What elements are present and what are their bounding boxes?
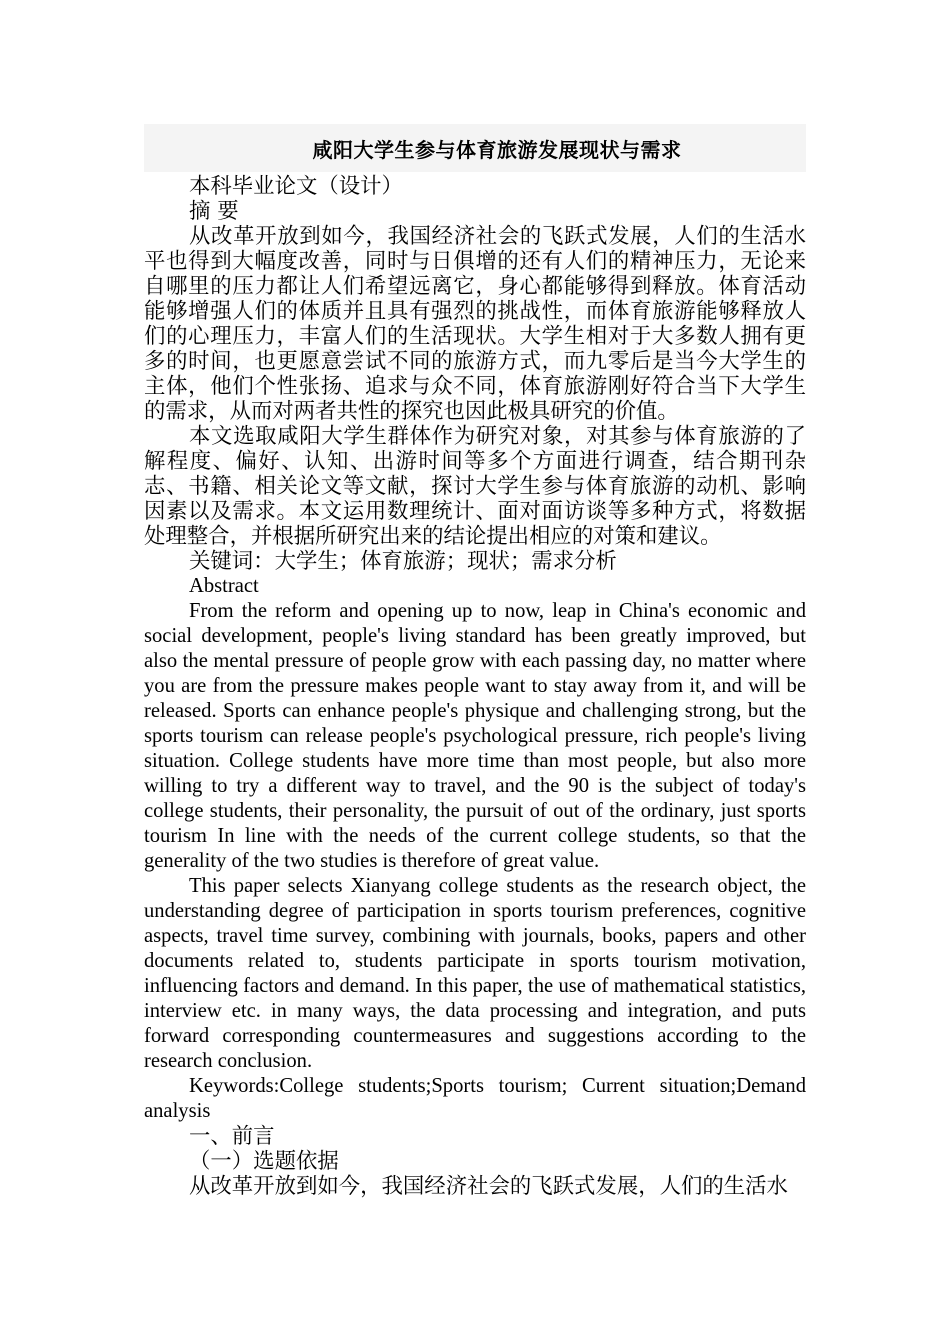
- abstract-en-paragraph-1: From the reform and opening up to now, leap in China's economic and social development, people's living standard has been greatly improved, but also the mental pressure of people grow with each passing day, no matter where you are from the pressure makes people want to stay away from it, and will be released. Sports can enhance people's physique and challenging strong, but the sports tourism can release people's psychological pressure, rich people's living situation. College students have more time than most people, but also more willing to try a different way to travel, and the 90 is the subject of today's college students, their personality, the pursuit of out of the ordinary, just sports tourism In line with the needs of the current college students, so that the generality of the two studies is therefore of great value.: [144, 600, 806, 872]
- abstract-en-heading: Abstract: [189, 575, 259, 597]
- subsection-heading-topic-basis: （一）选题依据: [189, 1149, 339, 1174]
- abstract-heading: 摘 要: [189, 199, 239, 224]
- title-bar: [144, 124, 806, 172]
- body-paragraph-start: 从改革开放到如今，我国经济社会的飞跃式发展，人们的生活水: [189, 1174, 788, 1199]
- abstract-cn-paragraph-1: 从改革开放到如今，我国经济社会的飞跃式发展，人们的生活水平也得到大幅度改善，同时与日俱增的还有人们的精神压力，无论来自哪里的压力都让人们希望远离它，身心都能够得到释放。体育活动能够增强人们的体质并且具有强烈的挑战性，而体育旅游能够释放人们的心理压力，丰富人们的生活现状。大学生相对于大多数人拥有更多的时间，也更愿意尝试不同的旅游方式，而九零后是当今大学生的主体，他们个性张扬、追求与众不同，体育旅游刚好符合当下大学生的需求，从而对两者共性的探究也因此极具研究的价值。: [144, 224, 806, 424]
- abstract-cn-paragraph-2: 本文选取咸阳大学生群体作为研究对象，对其参与体育旅游的了解程度、偏好、认知、出游时间等多个方面进行调查，结合期刊杂志、书籍、相关论文等文献，探讨大学生参与体育旅游的动机、影响因素以及需求。本文运用数理统计、面对面访谈等多种方式，将数据处理整合，并根据所研究出来的结论提出相应的对策和建议。: [144, 424, 806, 549]
- document-page: [144, 124, 806, 1199]
- document-subtitle: 本科毕业论文（设计）: [189, 174, 403, 199]
- keywords-cn: 关键词：大学生；体育旅游；现状；需求分析: [189, 549, 617, 574]
- section-heading-preface: 一、前言: [189, 1124, 275, 1149]
- document-title: 咸阳大学生参与体育旅游发展现状与需求: [312, 137, 682, 162]
- abstract-en-paragraph-2: This paper selects Xianyang college students as the research object, the understanding degree of participation in sports tourism preferences, cognitive aspects, travel time survey, combining with journals, books, papers and other documents related to, students participate in sports tourism motivation, influencing factors and demand. In this paper, the use of mathematical statistics, interview etc. in many ways, the data processing and integration, and puts forward corresponding countermeasures and suggestions according to the research conclusion.: [144, 875, 806, 1072]
- keywords-en: Keywords:College students;Sports tourism; Current situation;Demand analysis: [144, 1075, 806, 1122]
